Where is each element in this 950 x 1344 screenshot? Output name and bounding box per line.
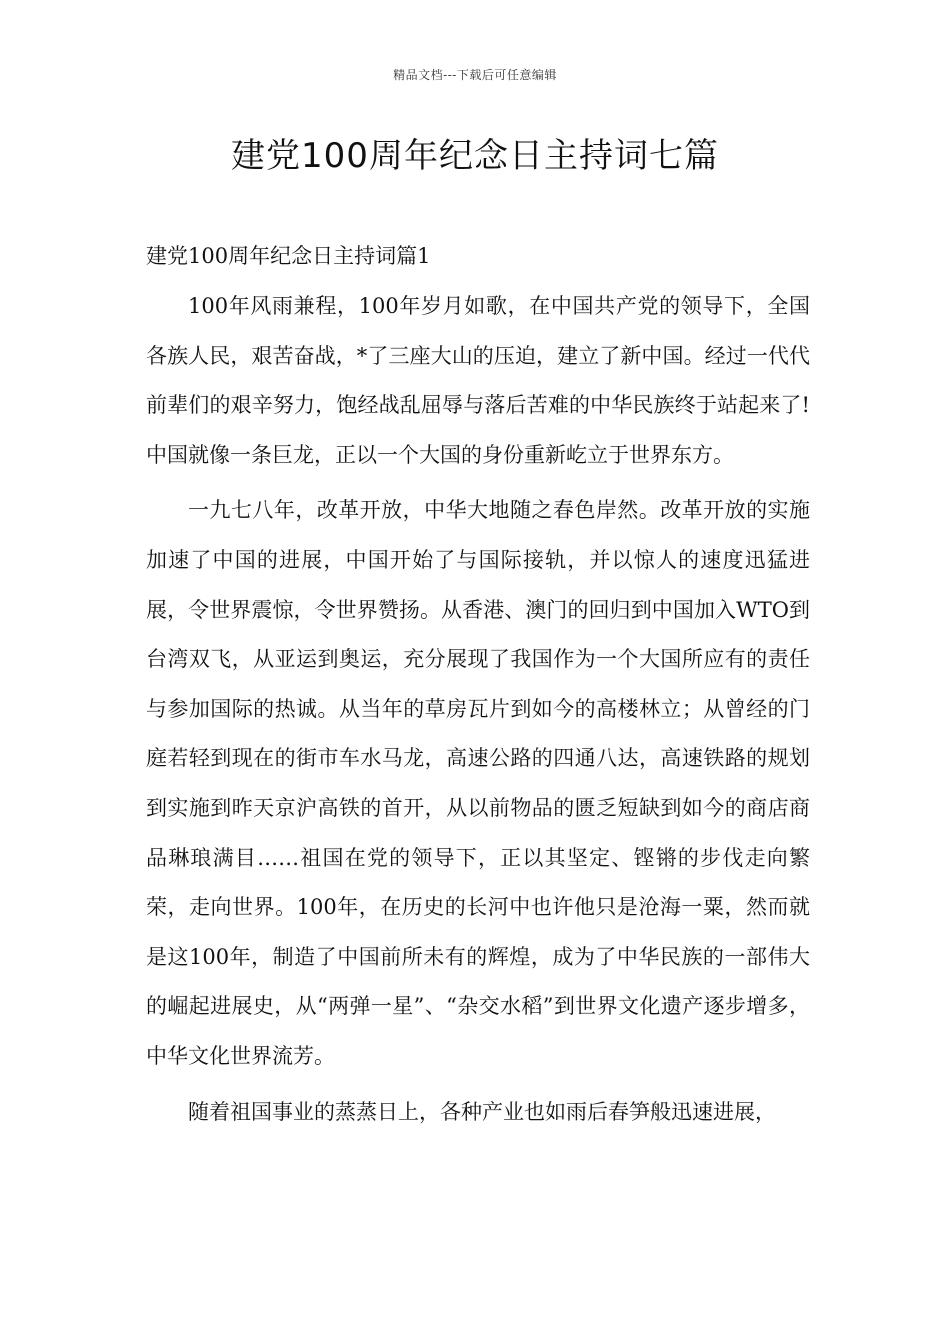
section-heading: 建党100周年纪念日主持词篇1 [146,244,431,268]
paragraph: 随着祖国事业的蒸蒸日上，各种产业也如雨后春笋般迅速进展， [188,1099,776,1124]
header-note: 精品文档---下载后可任意编辑 [393,68,557,82]
document-title: 建党100周年纪念日主持词七篇 [231,136,719,176]
paragraph: 一九七八年，改革开放，中华大地随之春色岸然。改革开放的实施加速了中国的进展，中国开始了与国际接轨，并以惊人的速度迅猛进展，令世界震惊，令世界赞扬。从香港、澳门的回归到中国加入WTO到台湾双飞，从亚运到奥运，充分展现了我国作为一个大国所应有的责任与参加国际的热诚。从当年的草房瓦片到如今的高楼林立；从曾经的门庭若轻到现在的街市车水马龙，高速公路的四通八达，高速铁路的规划到实施到昨天京沪高铁的首开，从以前物品的匮乏短缺到如今的商店商品琳琅满目……祖国在党的领导下，正以其坚定、铿锵的步伐走向繁荣，走向世界。100年，在历史的长河中也许他只是沧海一粟，然而就是这100年，制造了中国前所未有的辉煌，成为了中华民族的一部伟大的崛起进展史，从“两弹一星”、“杂交水稻”到世界文化遗产逐步增多，中华文化世界流芳。 [146,498,810,1068]
document-body [146,236,810,1143]
paragraph: 100年风雨兼程，100年岁月如歌，在中国共产党的领导下，全国各族人民，艰苦奋战，*了三座大山的压迫，建立了新中国。经过一代代前辈们的艰辛努力，饱经战乱屈辱与落后苦难的中华民族终于站起来了!中国就像一条巨龙，正以一个大国的身份重新屹立于世界东方。 [146,294,810,467]
